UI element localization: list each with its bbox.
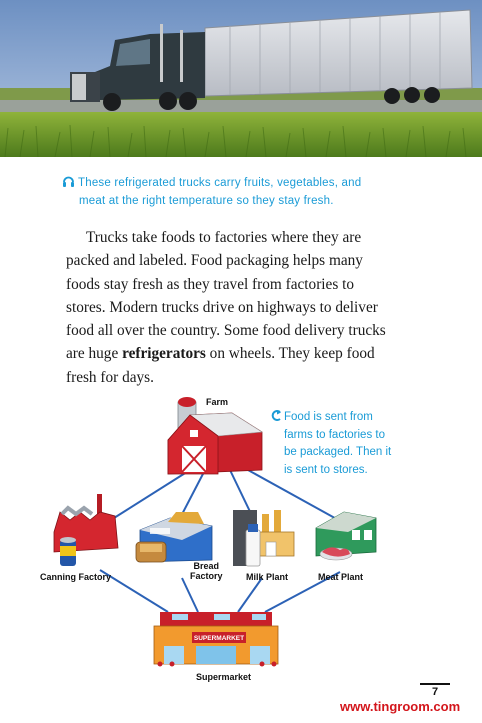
photo-caption-line1: These refrigerated trucks carry fruits, vegetables, and	[78, 177, 362, 189]
canning-factory-icon	[54, 494, 118, 566]
site-watermark[interactable]: www.tingroom.com	[340, 699, 461, 714]
diagram-caption	[270, 409, 420, 479]
body-line: fresh for days.	[66, 368, 154, 386]
farm-label: Farm	[206, 397, 229, 407]
photo-caption-line2: meat at the right temperature so they stay fresh.	[79, 195, 334, 207]
arrow-icon	[270, 410, 282, 421]
truck-photo	[0, 0, 482, 157]
body-paragraph	[66, 226, 426, 389]
milk-plant-label: Milk Plant	[246, 572, 289, 582]
canning-factory-label: Canning Factory	[40, 572, 112, 582]
meat-plant-icon	[316, 512, 376, 560]
glossary-term-refrigerators[interactable]: refrigerators	[122, 345, 206, 363]
body-line: food all over the country. Some food delivery trucks	[66, 322, 386, 340]
store-sign: SUPERMARKET	[193, 635, 245, 642]
page-number: 7	[420, 683, 450, 698]
connection-lines	[95, 470, 342, 612]
farm-icon	[168, 397, 262, 474]
body-line: Trucks take foods to factories where they are	[86, 229, 362, 246]
diagram-caption-line: farms to factories to	[284, 428, 385, 441]
body-line: stores. Modern trucks drive on highways to deliver	[66, 298, 378, 316]
supermarket-label: Supermarket	[196, 672, 252, 682]
diagram-caption-line: is sent to stores.	[284, 463, 368, 476]
diagram-caption-line: be packaged. Then it	[284, 446, 392, 458]
diagram-caption-line: Food is sent from	[284, 411, 373, 423]
meat-plant-label: Meat Plant	[318, 572, 364, 582]
supermarket-icon	[154, 612, 278, 667]
body-line: packed and labeled. Food packaging helps many	[66, 252, 363, 270]
photo-caption	[62, 174, 422, 210]
body-line: foods stay fresh as they travel from factories to	[66, 275, 354, 293]
body-line-6: are huge refrigerators on wheels. They keep food	[66, 345, 375, 363]
audio-icon[interactable]	[62, 175, 75, 187]
bread-factory-label: Bread Factory	[190, 561, 223, 581]
milk-plant-icon	[233, 510, 294, 566]
bread-factory-icon	[136, 512, 212, 562]
